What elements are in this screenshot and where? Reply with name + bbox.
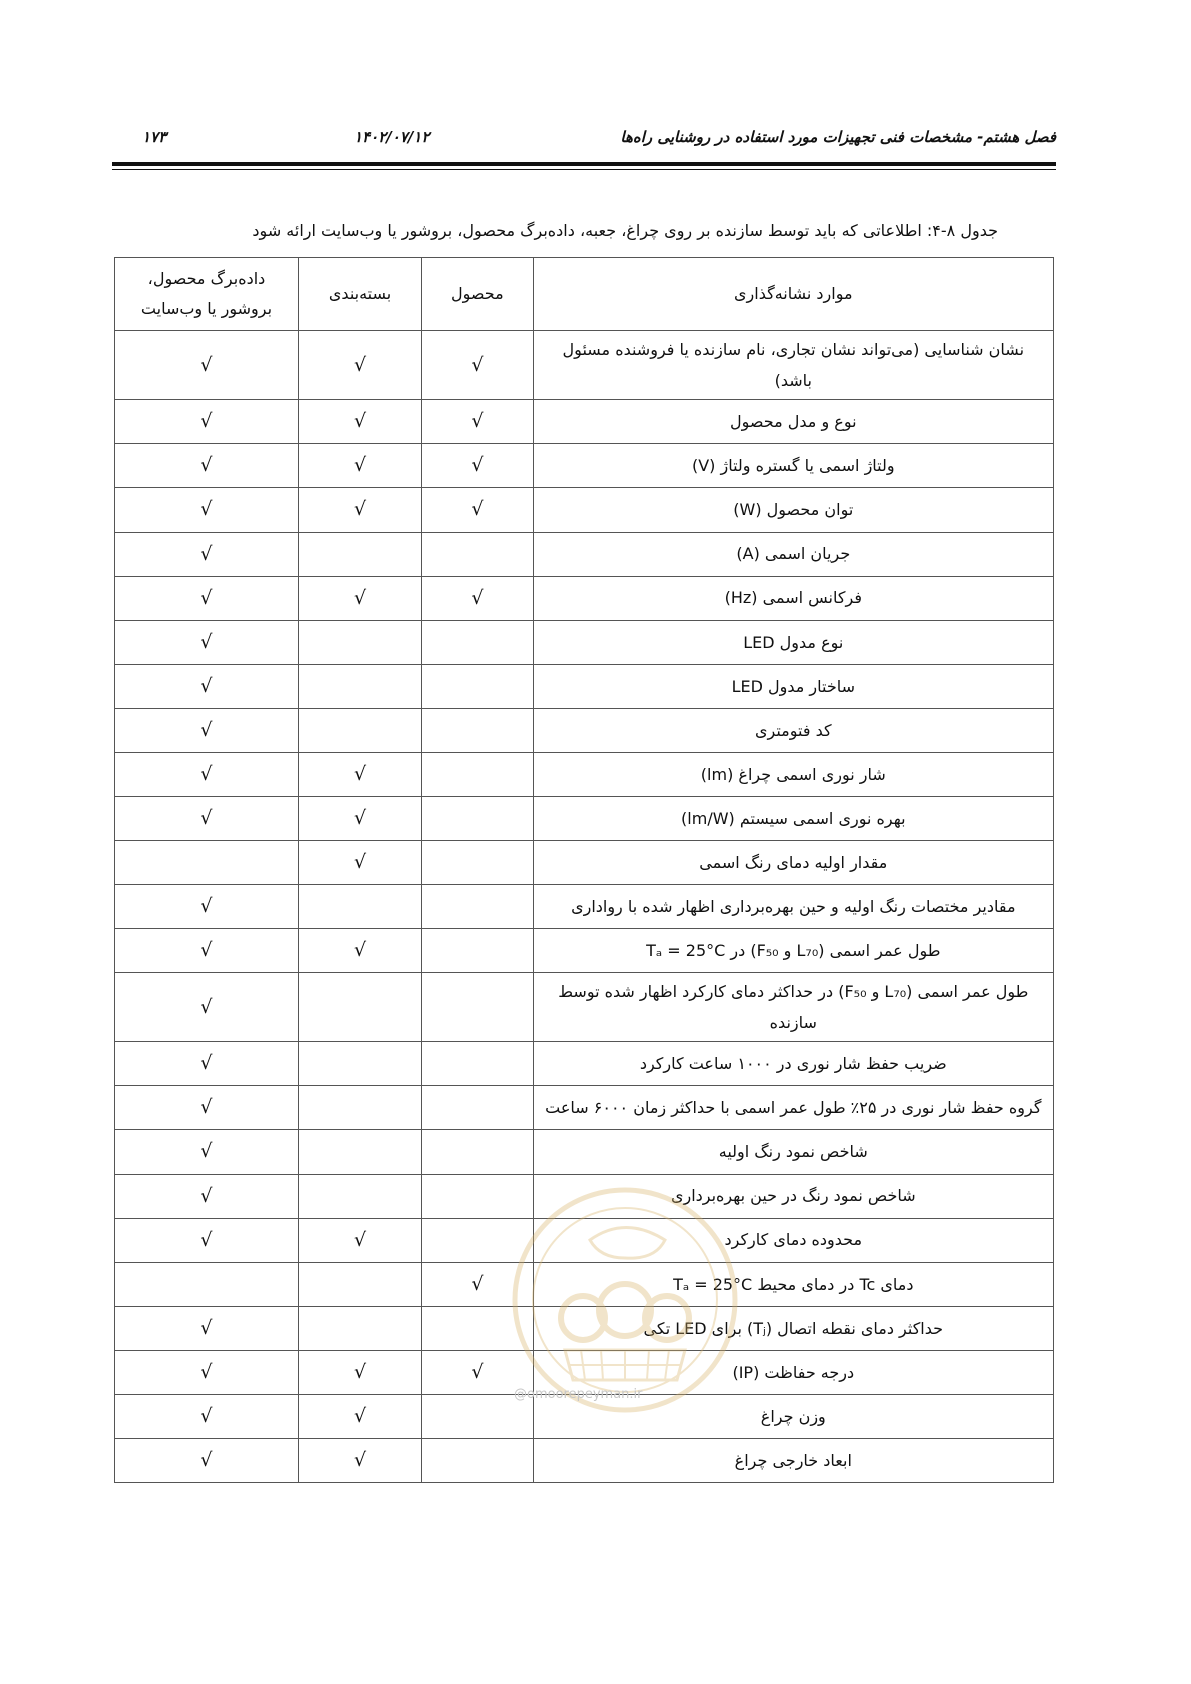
product-check-cell [422,1174,533,1218]
header-rule [112,162,1056,166]
check-mark-icon: √ [200,995,213,1018]
header-date: ۱۴۰۲/۰۷/۱۲ [354,128,430,146]
marking-item-cell: کد فتومتری [533,708,1053,752]
check-mark-icon: √ [200,1448,213,1471]
product-check-cell [422,1130,533,1174]
marking-item-cell: جریان اسمی (A) [533,532,1053,576]
datasheet-check-cell [115,708,299,752]
packaging-check-cell [298,1394,421,1438]
datasheet-check-cell [115,620,299,664]
check-mark-icon: √ [354,353,367,376]
check-mark-icon: √ [354,454,367,477]
header-datasheet [115,258,299,331]
datasheet-check-cell [115,1218,299,1262]
packaging-check-cell [298,532,421,576]
packaging-check-cell [298,1350,421,1394]
marking-item-cell: ساختار مدول LED [533,664,1053,708]
check-mark-icon: √ [471,586,484,609]
marking-item-cell: طول عمر اسمی (L₇₀ و F₅₀) در حداکثر دمای کارکرد اظهار شده توسط سازنده [533,972,1053,1041]
check-mark-icon: √ [200,718,213,741]
packaging-check-cell [298,708,421,752]
marking-item-cell: شاخص نمود رنگ در حین بهره‌برداری [533,1174,1053,1218]
product-check-cell [422,796,533,840]
packaging-check-cell [298,400,421,444]
product-check-cell [422,1438,533,1482]
datasheet-check-cell [115,1086,299,1130]
packaging-check-cell [298,664,421,708]
marking-item-cell: گروه حفظ شار نوری در ۲۵٪ طول عمر اسمی با حداکثر زمان ۶۰۰۰ ساعت [533,1086,1053,1130]
check-mark-icon: √ [471,1272,484,1295]
packaging-check-cell [298,1086,421,1130]
datasheet-check-cell [115,840,299,884]
table-row [115,884,1054,928]
product-check-cell [422,972,533,1041]
table-row [115,664,1054,708]
table-row [115,532,1054,576]
product-check-cell [422,1042,533,1086]
marking-item-cell: ابعاد خارجی چراغ [533,1438,1053,1482]
packaging-check-cell [298,796,421,840]
check-mark-icon: √ [200,586,213,609]
check-mark-icon: √ [200,1316,213,1339]
packaging-check-cell [298,1306,421,1350]
table-row [115,576,1054,620]
product-check-cell [422,1306,533,1350]
datasheet-check-cell [115,400,299,444]
marking-item-cell: وزن چراغ [533,1394,1053,1438]
table-row [115,708,1054,752]
product-check-cell [422,532,533,576]
marking-item-cell: نشان شناسایی (می‌تواند نشان تجاری، نام سازنده یا فروشنده مسئول باشد) [533,331,1053,400]
marking-item-cell: فرکانس اسمی (Hz) [533,576,1053,620]
datasheet-check-cell [115,1174,299,1218]
table-row [115,1086,1054,1130]
marking-item-cell: ضریب حفظ شار نوری در ۱۰۰۰ ساعت کارکرد [533,1042,1053,1086]
check-mark-icon: √ [471,498,484,521]
table-row [115,400,1054,444]
datasheet-check-cell [115,664,299,708]
packaging-check-cell [298,928,421,972]
check-mark-icon: √ [200,1228,213,1251]
header-marking-items: موارد نشانه‌گذاری [533,258,1053,331]
product-check-cell [422,331,533,400]
check-mark-icon: √ [200,630,213,653]
page-number: ۱۷۳ [142,128,167,146]
datasheet-check-cell [115,488,299,532]
marking-item-cell: درجه حفاظت (IP) [533,1350,1053,1394]
datasheet-check-cell [115,576,299,620]
packaging-check-cell [298,972,421,1041]
marking-item-cell: دمای Tc در دمای محیط Tₐ = 25°C [533,1262,1053,1306]
check-mark-icon: √ [200,1360,213,1383]
table-body [115,331,1054,1483]
datasheet-check-cell [115,1042,299,1086]
table-row [115,444,1054,488]
check-mark-icon: √ [471,410,484,433]
packaging-check-cell [298,620,421,664]
table-row [115,972,1054,1041]
packaging-check-cell [298,576,421,620]
watermark-text: @omoorepeyman.ir [514,1387,643,1402]
packaging-check-cell [298,331,421,400]
packaging-check-cell [298,1174,421,1218]
table-row [115,331,1054,400]
check-mark-icon: √ [471,353,484,376]
check-mark-icon: √ [354,762,367,785]
product-check-cell [422,1262,533,1306]
product-check-cell [422,1086,533,1130]
datasheet-check-cell [115,796,299,840]
check-mark-icon: √ [354,938,367,961]
datasheet-check-cell [115,752,299,796]
check-mark-icon: √ [200,674,213,697]
check-mark-icon: √ [354,1360,367,1383]
table-caption: جدول ۸-۴: اطلاعاتی که باید توسط سازنده بر روی چراغ، جعبه، داده‌برگ محصول، بروشور یا وب‌سایت ارائه شود [252,221,998,240]
packaging-check-cell [298,1438,421,1482]
table-row [115,488,1054,532]
page-header [112,128,1056,152]
packaging-check-cell [298,752,421,796]
product-check-cell [422,928,533,972]
header-rule-thin [112,169,1056,170]
packaging-check-cell [298,1218,421,1262]
check-mark-icon: √ [354,498,367,521]
table-row [115,1306,1054,1350]
check-mark-icon: √ [471,454,484,477]
table-row [115,1174,1054,1218]
packaging-check-cell [298,488,421,532]
marking-item-cell: نوع مدول LED [533,620,1053,664]
marking-item-cell: مقادیر مختصات رنگ اولیه و حین بهره‌برداری اظهار شده با رواداری [533,884,1053,928]
table-row [115,1262,1054,1306]
datasheet-check-cell [115,1350,299,1394]
table-row [115,1218,1054,1262]
check-mark-icon: √ [200,894,213,917]
datasheet-check-cell [115,1394,299,1438]
product-check-cell [422,752,533,796]
datasheet-check-cell [115,1262,299,1306]
check-mark-icon: √ [200,762,213,785]
datasheet-check-cell [115,1130,299,1174]
check-mark-icon: √ [200,353,213,376]
check-mark-icon: √ [200,454,213,477]
marking-item-cell: حداکثر دمای نقطه اتصال (Tⱼ) برای LED تکی [533,1306,1053,1350]
header-datasheet-line2: بروشور یا وب‌سایت [140,299,273,318]
check-mark-icon: √ [200,938,213,961]
marking-item-cell: نوع و مدل محصول [533,400,1053,444]
product-check-cell [422,664,533,708]
check-mark-icon: √ [200,410,213,433]
datasheet-check-cell [115,532,299,576]
marking-item-cell: مقدار اولیه دمای رنگ اسمی [533,840,1053,884]
chapter-title: فصل هشتم- مشخصات فنی تجهیزات مورد استفاده در روشنایی راه‌ها [620,128,1056,146]
product-check-cell [422,708,533,752]
check-mark-icon: √ [471,1360,484,1383]
product-check-cell [422,576,533,620]
table-row [115,620,1054,664]
datasheet-check-cell [115,444,299,488]
product-check-cell [422,1218,533,1262]
product-check-cell [422,400,533,444]
check-mark-icon: √ [200,1052,213,1075]
marking-item-cell: شاخص نمود رنگ اولیه [533,1130,1053,1174]
table-row [115,840,1054,884]
packaging-check-cell [298,840,421,884]
product-check-cell [422,840,533,884]
table-row [115,752,1054,796]
datasheet-check-cell [115,928,299,972]
check-mark-icon: √ [354,586,367,609]
table-row [115,1042,1054,1086]
check-mark-icon: √ [354,1404,367,1427]
product-check-cell [422,488,533,532]
marking-item-cell: ولتاژ اسمی یا گستره ولتاژ (V) [533,444,1053,488]
check-mark-icon: √ [200,498,213,521]
marking-item-cell: توان محصول (W) [533,488,1053,532]
check-mark-icon: √ [200,1096,213,1119]
check-mark-icon: √ [200,1184,213,1207]
header-datasheet-line1: داده‌برگ محصول، [147,269,266,289]
marking-item-cell: بهره نوری اسمی سیستم (lm/W) [533,796,1053,840]
check-mark-icon: √ [354,806,367,829]
packaging-check-cell [298,1130,421,1174]
table-row [115,928,1054,972]
marking-item-cell: محدوده دمای کارکرد [533,1218,1053,1262]
packaging-check-cell [298,884,421,928]
datasheet-check-cell [115,1306,299,1350]
table-row [115,1130,1054,1174]
check-mark-icon: √ [354,1228,367,1251]
datasheet-check-cell [115,1438,299,1482]
marking-item-cell: طول عمر اسمی (L₇₀ و F₅₀) در Tₐ = 25°C [533,928,1053,972]
product-check-cell [422,620,533,664]
packaging-check-cell [298,1042,421,1086]
table-header-row [115,258,1054,331]
header-product: محصول [422,258,533,331]
packaging-check-cell [298,1262,421,1306]
check-mark-icon: √ [200,806,213,829]
table-row [115,796,1054,840]
table-row [115,1438,1054,1482]
datasheet-check-cell [115,972,299,1041]
check-mark-icon: √ [200,542,213,565]
product-check-cell [422,444,533,488]
marking-requirements-table [114,257,1054,1483]
check-mark-icon: √ [200,1404,213,1427]
check-mark-icon: √ [354,410,367,433]
marking-item-cell: شار نوری اسمی چراغ (lm) [533,752,1053,796]
datasheet-check-cell [115,331,299,400]
check-mark-icon: √ [354,1448,367,1471]
packaging-check-cell [298,444,421,488]
check-mark-icon: √ [200,1140,213,1163]
header-packaging: بسته‌بندی [298,258,421,331]
datasheet-check-cell [115,884,299,928]
product-check-cell [422,884,533,928]
check-mark-icon: √ [354,850,367,873]
